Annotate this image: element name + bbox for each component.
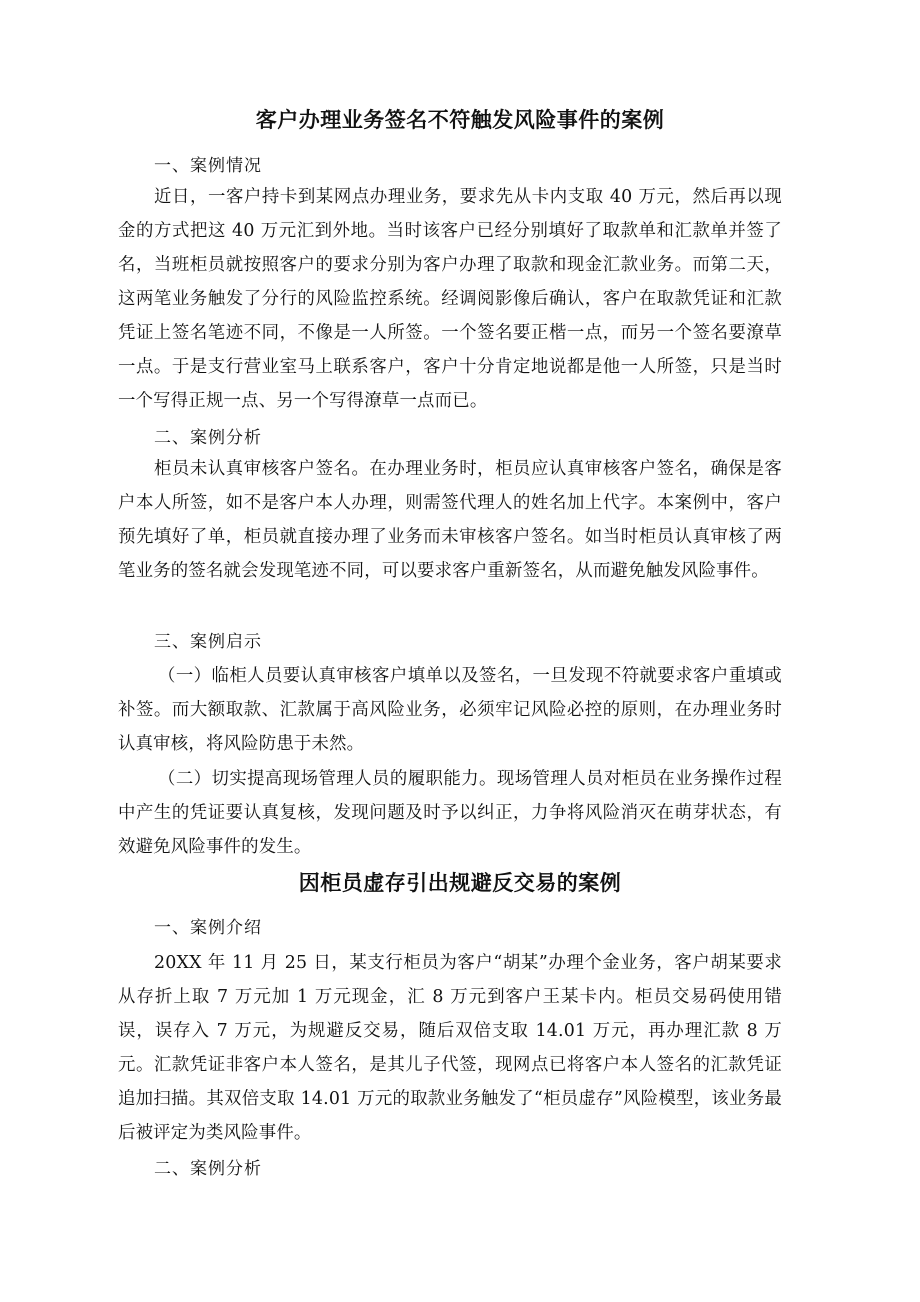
case2-section1-paragraph: 20XX 年 11 月 25 日，某支行柜员为客户“胡某”办理个金业务，客户胡某要求从存折上取 7 万元加 1 万元现金，汇 8 万元到客户王某卡内。柜员交易码使用错误，误存入 7 万元，为规避反交易，随后双倍支取 14.01 万元，再办理汇款 8 万元。汇款凭证非客户本人签名，是其儿子代签，现网点已将客户本人签名的汇款凭证追加扫描。其双倍支取 14.01 万元的取款业务触发了“柜员虚存”风险模型，该业务最后被评定为类风险事件。 [118, 953, 782, 1143]
case2-section2-heading: 二、案例分析 [154, 1159, 262, 1179]
case1-section3-paragraph2: （二）切实提高现场管理人员的履职能力。现场管理人员对柜员在业务操作过程中产生的凭证要认真复核，发现问题及时予以纠正，力争将风险消灭在萌芽状态，有效避免风险事件的发生。 [118, 769, 782, 857]
case2-title: 因柜员虚存引出规避反交易的案例 [298, 871, 622, 895]
case1-section1-paragraph: 近日，一客户持卡到某网点办理业务，要求先从卡内支取 40 万元，然后再以现金的方式把这 40 万元汇到外地。当时该客户已经分别填好了取款单和汇款单并签了名，当班柜员就按照客户的要求分别为客户办理了取款和现金汇款业务。而第二天，这两笔业务触发了分行的风险监控系统。经调阅影像后确认，客户在取款凭证和汇款凭证上签名笔迹不同，不像是一人所签。一个签名要正楷一点，而另一个签名要潦草一点。于是支行营业室马上联系客户，客户十分肯定地说都是他一人所签，只是当时一个写得正规一点、另一个写得潦草一点而已。 [118, 187, 782, 411]
case1-section3-paragraph1: （一）临柜人员要认真审核客户填单以及签名，一旦发现不符就要求客户重填或补签。而大额取款、汇款属于高风险业务，必须牢记风险必控的原则，在办理业务时认真审核，将风险防患于未然。 [118, 666, 782, 754]
case1-section2-paragraph: 柜员未认真审核客户签名。在办理业务时，柜员应认真审核客户签名，确保是客户本人所签，如不是客户本人办理，则需签代理人的姓名加上代字。本案例中，客户预先填好了单，柜员就直接办理了业务而未审核客户签名。如当时柜员认真审核了两笔业务的签名就会发现笔迹不同，可以要求客户重新签名，从而避免触发风险事件。 [118, 459, 782, 581]
case1-title: 客户办理业务签名不符触发风险事件的案例 [255, 108, 665, 132]
case2-section1-heading: 一、案例介绍 [154, 918, 262, 938]
case1-section3-heading: 三、案例启示 [154, 632, 262, 652]
case1-section1-heading: 一、案例情况 [154, 156, 262, 176]
case1-section2-heading: 二、案例分析 [154, 428, 262, 448]
